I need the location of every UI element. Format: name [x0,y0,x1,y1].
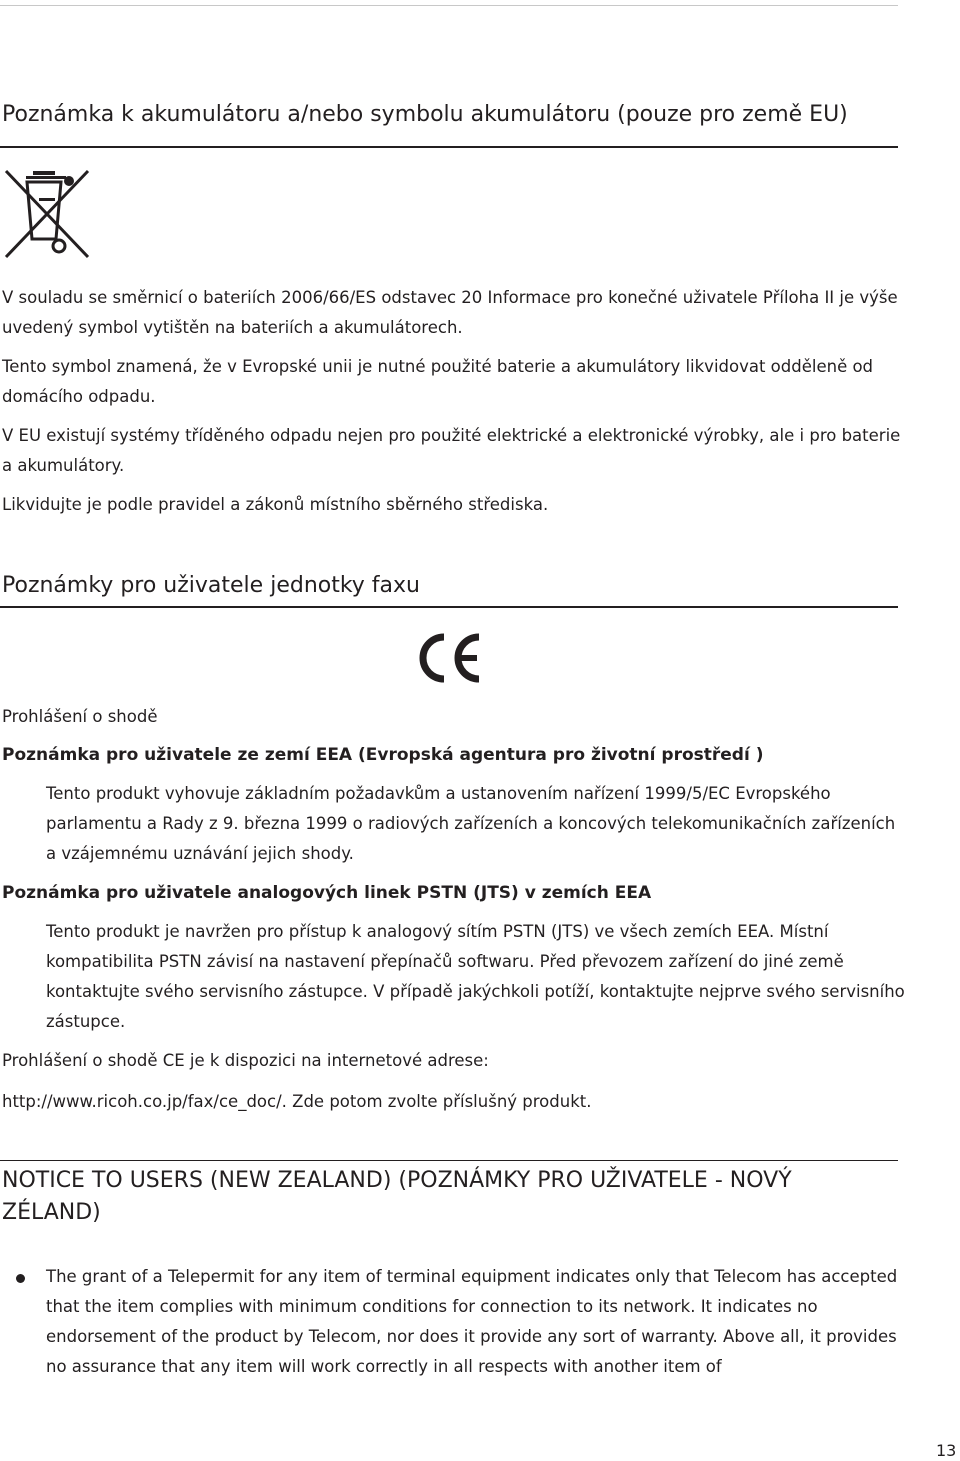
section-divider [0,1160,898,1161]
bullet-icon [16,1274,25,1283]
bullet-item: The grant of a Telepermit for any item of terminal equipment indicates only that Telecom has accepted that the item complies with minimum conditions for connection to its network. It indicates no endorsement of the product by Telecom, nor does it provide any sort of warranty. Above all, it provides no assurance that any item will work correctly in all respects with another item of [46,1267,898,1376]
declaration-label: Prohlášení o shodě [2,707,158,726]
eea-heading: Poznámka pro uživatele ze zemí EEA (Evropská agentura pro životní prostředí ) [2,745,764,765]
section-divider [0,146,898,148]
paragraph: V EU existují systémy tříděného odpadu nejen pro použité elektrické a elektronické výrobky, ale i pro baterie a akumulátory. [2,426,901,475]
paragraph: V souladu se směrnicí o bateriích 2006/66/ES odstavec 20 Informace pro konečné uživatele Příloha II je výše uvedený symbol vytištěn na bateriích a akumulátorech. [2,288,898,337]
section-divider [0,606,898,608]
section-title-fax: Poznámky pro uživatele jednotky faxu [2,573,420,598]
paragraph: Likvidujte je podle pravidel a zákonů místního sběrného střediska. [2,495,549,514]
eea-paragraph: Tento produkt vyhovuje základním požadavkům a ustanovením nařízení 1999/5/EC Evropského parlamentu a Rady z 9. března 1999 o radiových zařízeních a koncových telekomunikačních zařízeních a vzájemnému uznávání jejich shody. [46,784,896,863]
section-title-new-zealand: NOTICE TO USERS (NEW ZEALAND) (POZNÁMKY PRO UŽIVATELE - NOVÝ ZÉLAND) [2,1168,792,1225]
pstn-heading: Poznámka pro uživatele analogových linek PSTN (JTS) v zemích EEA [2,883,652,903]
crossed-out-wheelie-bin-icon [0,165,92,263]
page-number: 13 [936,1441,957,1460]
section-title-battery: Poznámka k akumulátoru a/nebo symbolu akumulátoru (pouze pro země EU) [2,102,848,127]
declaration-url: http://www.ricoh.co.jp/fax/ce_doc/. Zde potom zvolte příslušný produkt. [2,1092,592,1111]
top-rule [0,5,898,6]
ce-declaration-availability: Prohlášení o shodě CE je k dispozici na internetové adrese: [2,1051,489,1070]
paragraph: Tento symbol znamená, že v Evropské unii je nutné použité baterie a akumulátory likvidovat odděleně od domácího odpadu. [2,357,874,406]
pstn-paragraph: Tento produkt je navržen pro přístup k analogový sítím PSTN (JTS) ve všech zemích EEA. Místní kompatibilita PSTN závisí na nastavení přepínačů softwaru. Před převozem zařízení do jiné země kontaktujte svého servisního zástupce. V případě jakýchkoli potíží, kontaktujte nejprve svého servisního zástupce. [46,922,905,1031]
ce-mark-icon [414,632,484,684]
